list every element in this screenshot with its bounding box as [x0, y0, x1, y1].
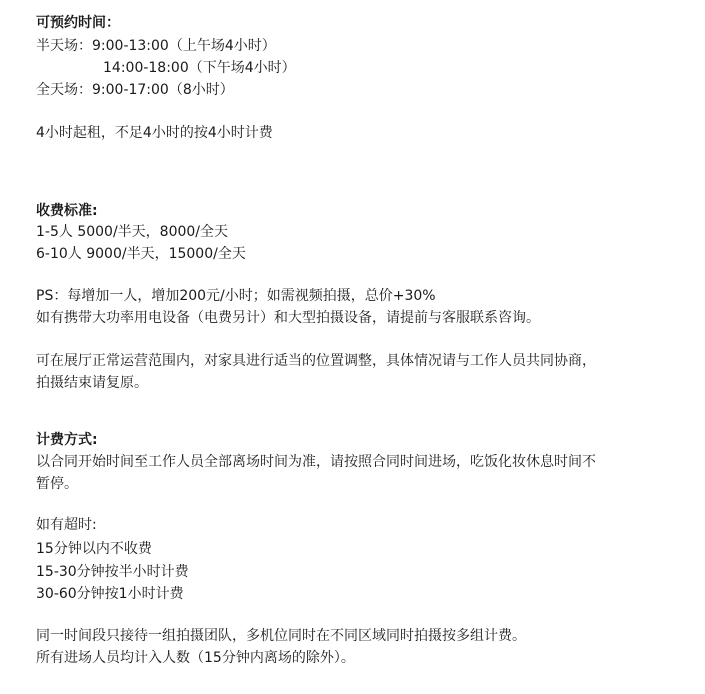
- overtime-rule-1: 15分钟以内不收费: [36, 541, 152, 557]
- half-day-session-line-2: 14:00-18:00（下午场4小时）: [103, 60, 296, 76]
- half-day-session-line: 半天场：9:00-13:00（上午场4小时）: [36, 38, 276, 54]
- pricing-heading: 收费标准:: [36, 203, 98, 219]
- price-tier-2: 6-10人 9000/半天，15000/全天: [36, 246, 246, 262]
- billing-rule-continued: 暂停。: [36, 476, 78, 492]
- full-day-session-line: 全天场：9:00-17:00（8小时）: [36, 82, 234, 98]
- overtime-rule-2: 15-30分钟按半小时计费: [36, 564, 189, 580]
- furniture-note-continued: 拍摄结束请复原。: [36, 375, 148, 391]
- overtime-rule-3: 30-60分钟按1小时计费: [36, 586, 184, 602]
- ps-note: PS：每增加一人，增加200元/小时；如需视频拍摄，总价+30%: [36, 288, 436, 304]
- price-tier-1: 1-5人 5000/半天，8000/全天: [36, 224, 229, 240]
- overtime-heading: 如有超时:: [36, 517, 97, 533]
- billing-rule: 以合同开始时间至工作人员全部离场时间为准，请按照合同时间进场，吃饭化妆休息时间不: [36, 454, 596, 470]
- furniture-note: 可在展厅正常运营范围内，对家具进行适当的位置调整，具体情况请与工作人员共同协商，: [36, 353, 596, 369]
- billing-heading: 计费方式:: [36, 432, 98, 448]
- team-note: 同一时间段只接待一组拍摄团队，多机位同时在不同区域同时拍摄按多组计费。: [36, 628, 526, 644]
- headcount-note: 所有进场人员均计入人数（15分钟内离场的除外）。: [36, 650, 355, 666]
- minimum-rental-note: 4小时起租，不足4小时的按4小时计费: [36, 125, 273, 141]
- equipment-note: 如有携带大功率用电设备（电费另计）和大型拍摄设备，请提前与客服联系咨询。: [36, 310, 540, 326]
- booking-hours-heading: 可预约时间：: [36, 15, 120, 31]
